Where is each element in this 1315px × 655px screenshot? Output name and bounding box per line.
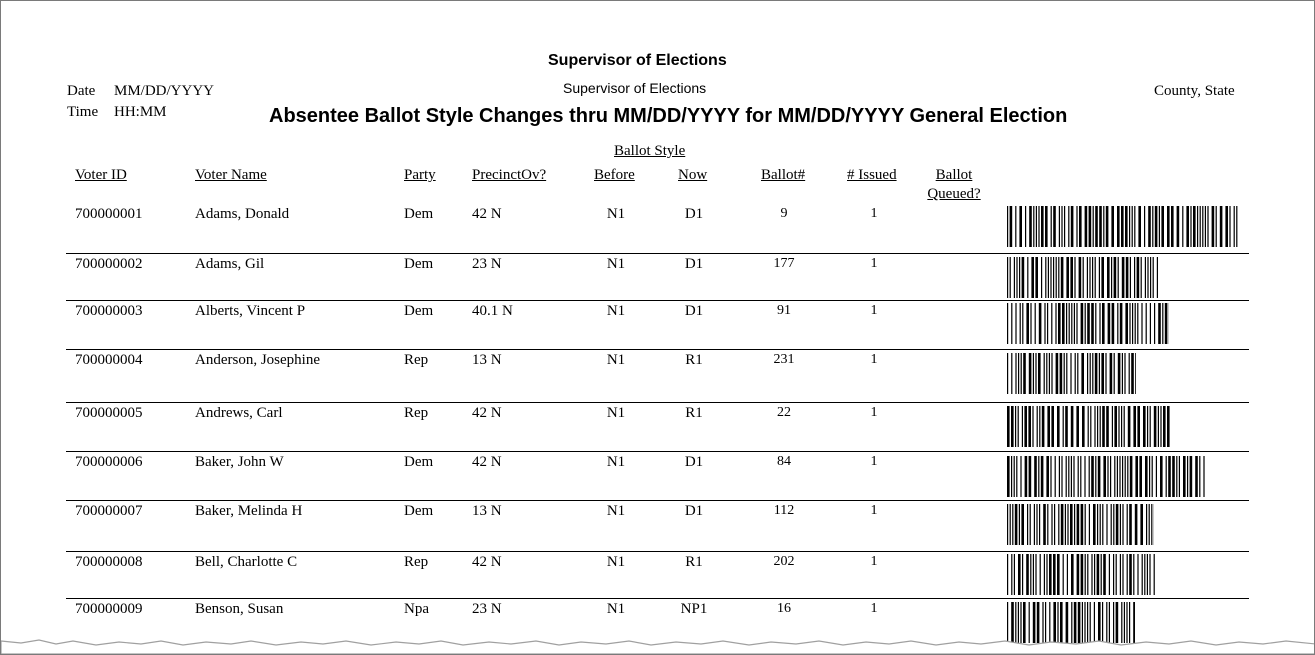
barcode <box>1007 353 1136 394</box>
cell-issued: 1 <box>870 256 878 271</box>
cell-ballot-number: 91 <box>777 303 791 318</box>
ballot-style-group-header: Ballot Style <box>614 143 686 159</box>
cell-before: N1 <box>606 303 626 319</box>
row-divider <box>66 349 1249 350</box>
cell-before: N1 <box>606 554 626 570</box>
cell-party: Rep <box>404 554 429 570</box>
cell-party: Rep <box>404 405 429 421</box>
cell-voter-id: 700000008 <box>75 554 143 570</box>
cell-issued: 1 <box>870 206 878 221</box>
cell-voter-id: 700000001 <box>75 206 143 222</box>
cell-issued: 1 <box>870 554 878 569</box>
date-label: Date <box>67 83 96 99</box>
barcode <box>1007 303 1169 344</box>
org-title: Supervisor of Elections <box>548 52 727 69</box>
cell-voter-name: Baker, Melinda H <box>195 503 303 519</box>
cell-before: N1 <box>606 405 626 421</box>
cell-voter-name: Baker, John W <box>195 454 284 470</box>
cell-issued: 1 <box>870 405 878 420</box>
header-now: Now <box>678 167 708 183</box>
cell-ballot-number: 202 <box>773 554 795 569</box>
cell-now: D1 <box>684 256 704 272</box>
header-precinct: PrecinctOv? <box>472 167 547 183</box>
cell-before: N1 <box>606 503 626 519</box>
cell-voter-id: 700000002 <box>75 256 143 272</box>
barcode <box>1007 406 1170 447</box>
cell-voter-name: Bell, Charlotte C <box>195 554 298 570</box>
location: County, State <box>1154 83 1235 99</box>
header-before: Before <box>594 167 635 183</box>
cell-voter-name: Anderson, Josephine <box>195 352 320 368</box>
row-divider <box>66 402 1249 403</box>
row-divider <box>66 300 1249 301</box>
cell-ballot-number: 16 <box>777 601 791 616</box>
header-issued: # Issued <box>847 167 897 183</box>
cell-voter-id: 700000007 <box>75 503 143 519</box>
cell-now: D1 <box>684 206 704 222</box>
cell-ballot-number: 231 <box>773 352 795 367</box>
cell-now: R1 <box>685 554 703 570</box>
header-ballot-number: Ballot# <box>761 167 806 183</box>
cell-voter-id: 700000005 <box>75 405 143 421</box>
barcode <box>1007 456 1206 497</box>
cell-now: D1 <box>684 503 704 519</box>
cell-precinct: 42 N <box>472 454 502 470</box>
barcode <box>1007 504 1154 545</box>
row-divider <box>66 500 1249 501</box>
date-value: MM/DD/YYYY <box>114 83 215 99</box>
cell-issued: 1 <box>870 454 878 469</box>
row-divider <box>66 451 1249 452</box>
cell-party: Dem <box>404 303 434 319</box>
cell-before: N1 <box>606 352 626 368</box>
cell-issued: 1 <box>870 352 878 367</box>
row-divider <box>66 253 1249 254</box>
header-queued-line1: Ballot <box>935 167 973 183</box>
cell-precinct: 42 N <box>472 554 502 570</box>
cell-voter-name: Andrews, Carl <box>195 405 283 421</box>
cell-voter-id: 700000003 <box>75 303 143 319</box>
cell-party: Dem <box>404 206 434 222</box>
report-title: Absentee Ballot Style Changes thru MM/DD/YYYY for MM/DD/YYYY General Election <box>269 105 1068 127</box>
cell-before: N1 <box>606 206 626 222</box>
cell-issued: 1 <box>870 601 878 616</box>
cell-now: NP1 <box>680 601 708 617</box>
time-value: HH:MM <box>114 104 167 120</box>
barcode <box>1007 206 1238 247</box>
org-subtitle: Supervisor of Elections <box>563 80 707 96</box>
cell-voter-name: Adams, Donald <box>195 206 290 222</box>
cell-before: N1 <box>606 256 626 272</box>
cell-precinct: 13 N <box>472 352 502 368</box>
cell-now: D1 <box>684 454 704 470</box>
cell-before: N1 <box>606 454 626 470</box>
cell-issued: 1 <box>870 503 878 518</box>
barcode <box>1007 257 1159 298</box>
cell-issued: 1 <box>870 303 878 318</box>
cell-precinct: 42 N <box>472 206 502 222</box>
barcode <box>1007 554 1155 595</box>
header-voter-id: Voter ID <box>75 167 127 183</box>
cell-party: Dem <box>404 503 434 519</box>
cell-voter-name: Benson, Susan <box>195 601 284 617</box>
cell-party: Dem <box>404 454 434 470</box>
cell-ballot-number: 22 <box>777 405 791 420</box>
cell-precinct: 23 N <box>472 601 502 617</box>
row-divider <box>66 598 1249 599</box>
time-label: Time <box>67 104 99 120</box>
cell-voter-id: 700000006 <box>75 454 143 470</box>
cell-precinct: 13 N <box>472 503 502 519</box>
cell-ballot-number: 9 <box>780 206 788 221</box>
row-divider <box>66 551 1249 552</box>
cell-voter-name: Adams, Gil <box>195 256 265 272</box>
cell-now: R1 <box>685 405 703 421</box>
cell-precinct: 23 N <box>472 256 502 272</box>
cell-party: Npa <box>404 601 429 617</box>
cell-before: N1 <box>606 601 626 617</box>
torn-edge <box>1 632 1315 654</box>
cell-voter-id: 700000004 <box>75 352 143 368</box>
cell-voter-id: 700000009 <box>75 601 143 617</box>
cell-party: Rep <box>404 352 429 368</box>
cell-party: Dem <box>404 256 434 272</box>
cell-voter-name: Alberts, Vincent P <box>195 303 306 319</box>
header-voter-name: Voter Name <box>195 167 267 183</box>
cell-ballot-number: 84 <box>777 454 791 469</box>
cell-now: D1 <box>684 303 704 319</box>
cell-ballot-number: 112 <box>773 503 795 518</box>
cell-precinct: 42 N <box>472 405 502 421</box>
cell-now: R1 <box>685 352 703 368</box>
header-queued-line2: Queued? <box>927 186 981 202</box>
cell-precinct: 40.1 N <box>472 303 513 319</box>
header-party: Party <box>404 167 436 183</box>
cell-ballot-number: 177 <box>773 256 795 271</box>
